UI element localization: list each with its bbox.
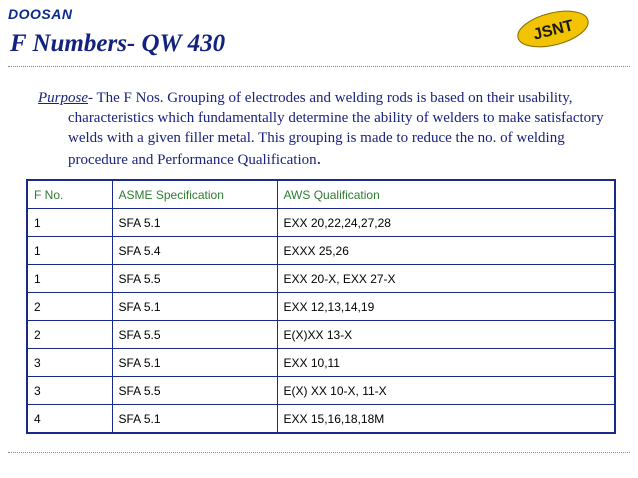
table-row [27,321,615,349]
cell-asme-spec: SFA 5.5 [112,265,277,293]
cell-f-no: 4 [27,405,112,434]
cell-f-no: 2 [27,321,112,349]
table-row [27,265,615,293]
purpose-end: . [316,148,322,168]
cell-f-no: 3 [27,377,112,405]
table-row [27,405,615,434]
cell-f-no: 2 [27,293,112,321]
cell-f-no: 3 [27,349,112,377]
cell-asme-spec: SFA 5.5 [112,377,277,405]
cell-asme-spec: SFA 5.1 [112,209,277,237]
purpose-text: - The F Nos. Grouping of electrodes and welding rods is based on their usability, characteristics which fundamentally determine the ability of welders to make satisfactory welds with a given filler metal. This grouping is made to reduce the no. of welding procedure and Performance Qualification [68,90,604,168]
table-row [27,209,615,237]
header-aws-qualification: AWS Qualification [277,180,615,209]
title-divider [8,66,630,67]
cell-aws-qual: E(X)XX 13-X [277,321,615,349]
cell-aws-qual: EXX 20-X, EXX 27-X [277,265,615,293]
cell-aws-qual: EXX 10,11 [277,349,615,377]
purpose-lead: Purpose [38,90,88,106]
footer-divider [8,452,630,453]
f-number-table [26,179,616,434]
cell-aws-qual: EXX 20,22,24,27,28 [277,209,615,237]
cell-aws-qual: EXX 12,13,14,19 [277,293,615,321]
cell-f-no: 1 [27,265,112,293]
cell-aws-qual: EXXX 25,26 [277,237,615,265]
page-title: F Numbers- QW 430 [10,30,226,57]
table-row [27,377,615,405]
cell-aws-qual: E(X) XX 10-X, 11-X [277,377,615,405]
header-asme-specification: ASME Specification [112,180,277,209]
table-row [27,237,615,265]
purpose-paragraph [38,88,608,170]
cell-asme-spec: SFA 5.4 [112,237,277,265]
table-header-row [27,180,615,209]
doosan-logo: DOOSAN [8,6,73,22]
cell-f-no: 1 [27,237,112,265]
header-f-no: F No. [27,180,112,209]
cell-asme-spec: SFA 5.5 [112,321,277,349]
cell-asme-spec: SFA 5.1 [112,293,277,321]
table-row [27,349,615,377]
cell-asme-spec: SFA 5.1 [112,405,277,434]
table-row [27,293,615,321]
cell-asme-spec: SFA 5.1 [112,349,277,377]
cell-f-no: 1 [27,209,112,237]
badge-label: JSNT [531,17,576,44]
jsnt-badge [514,8,592,48]
cell-aws-qual: EXX 15,16,18,18M [277,405,615,434]
